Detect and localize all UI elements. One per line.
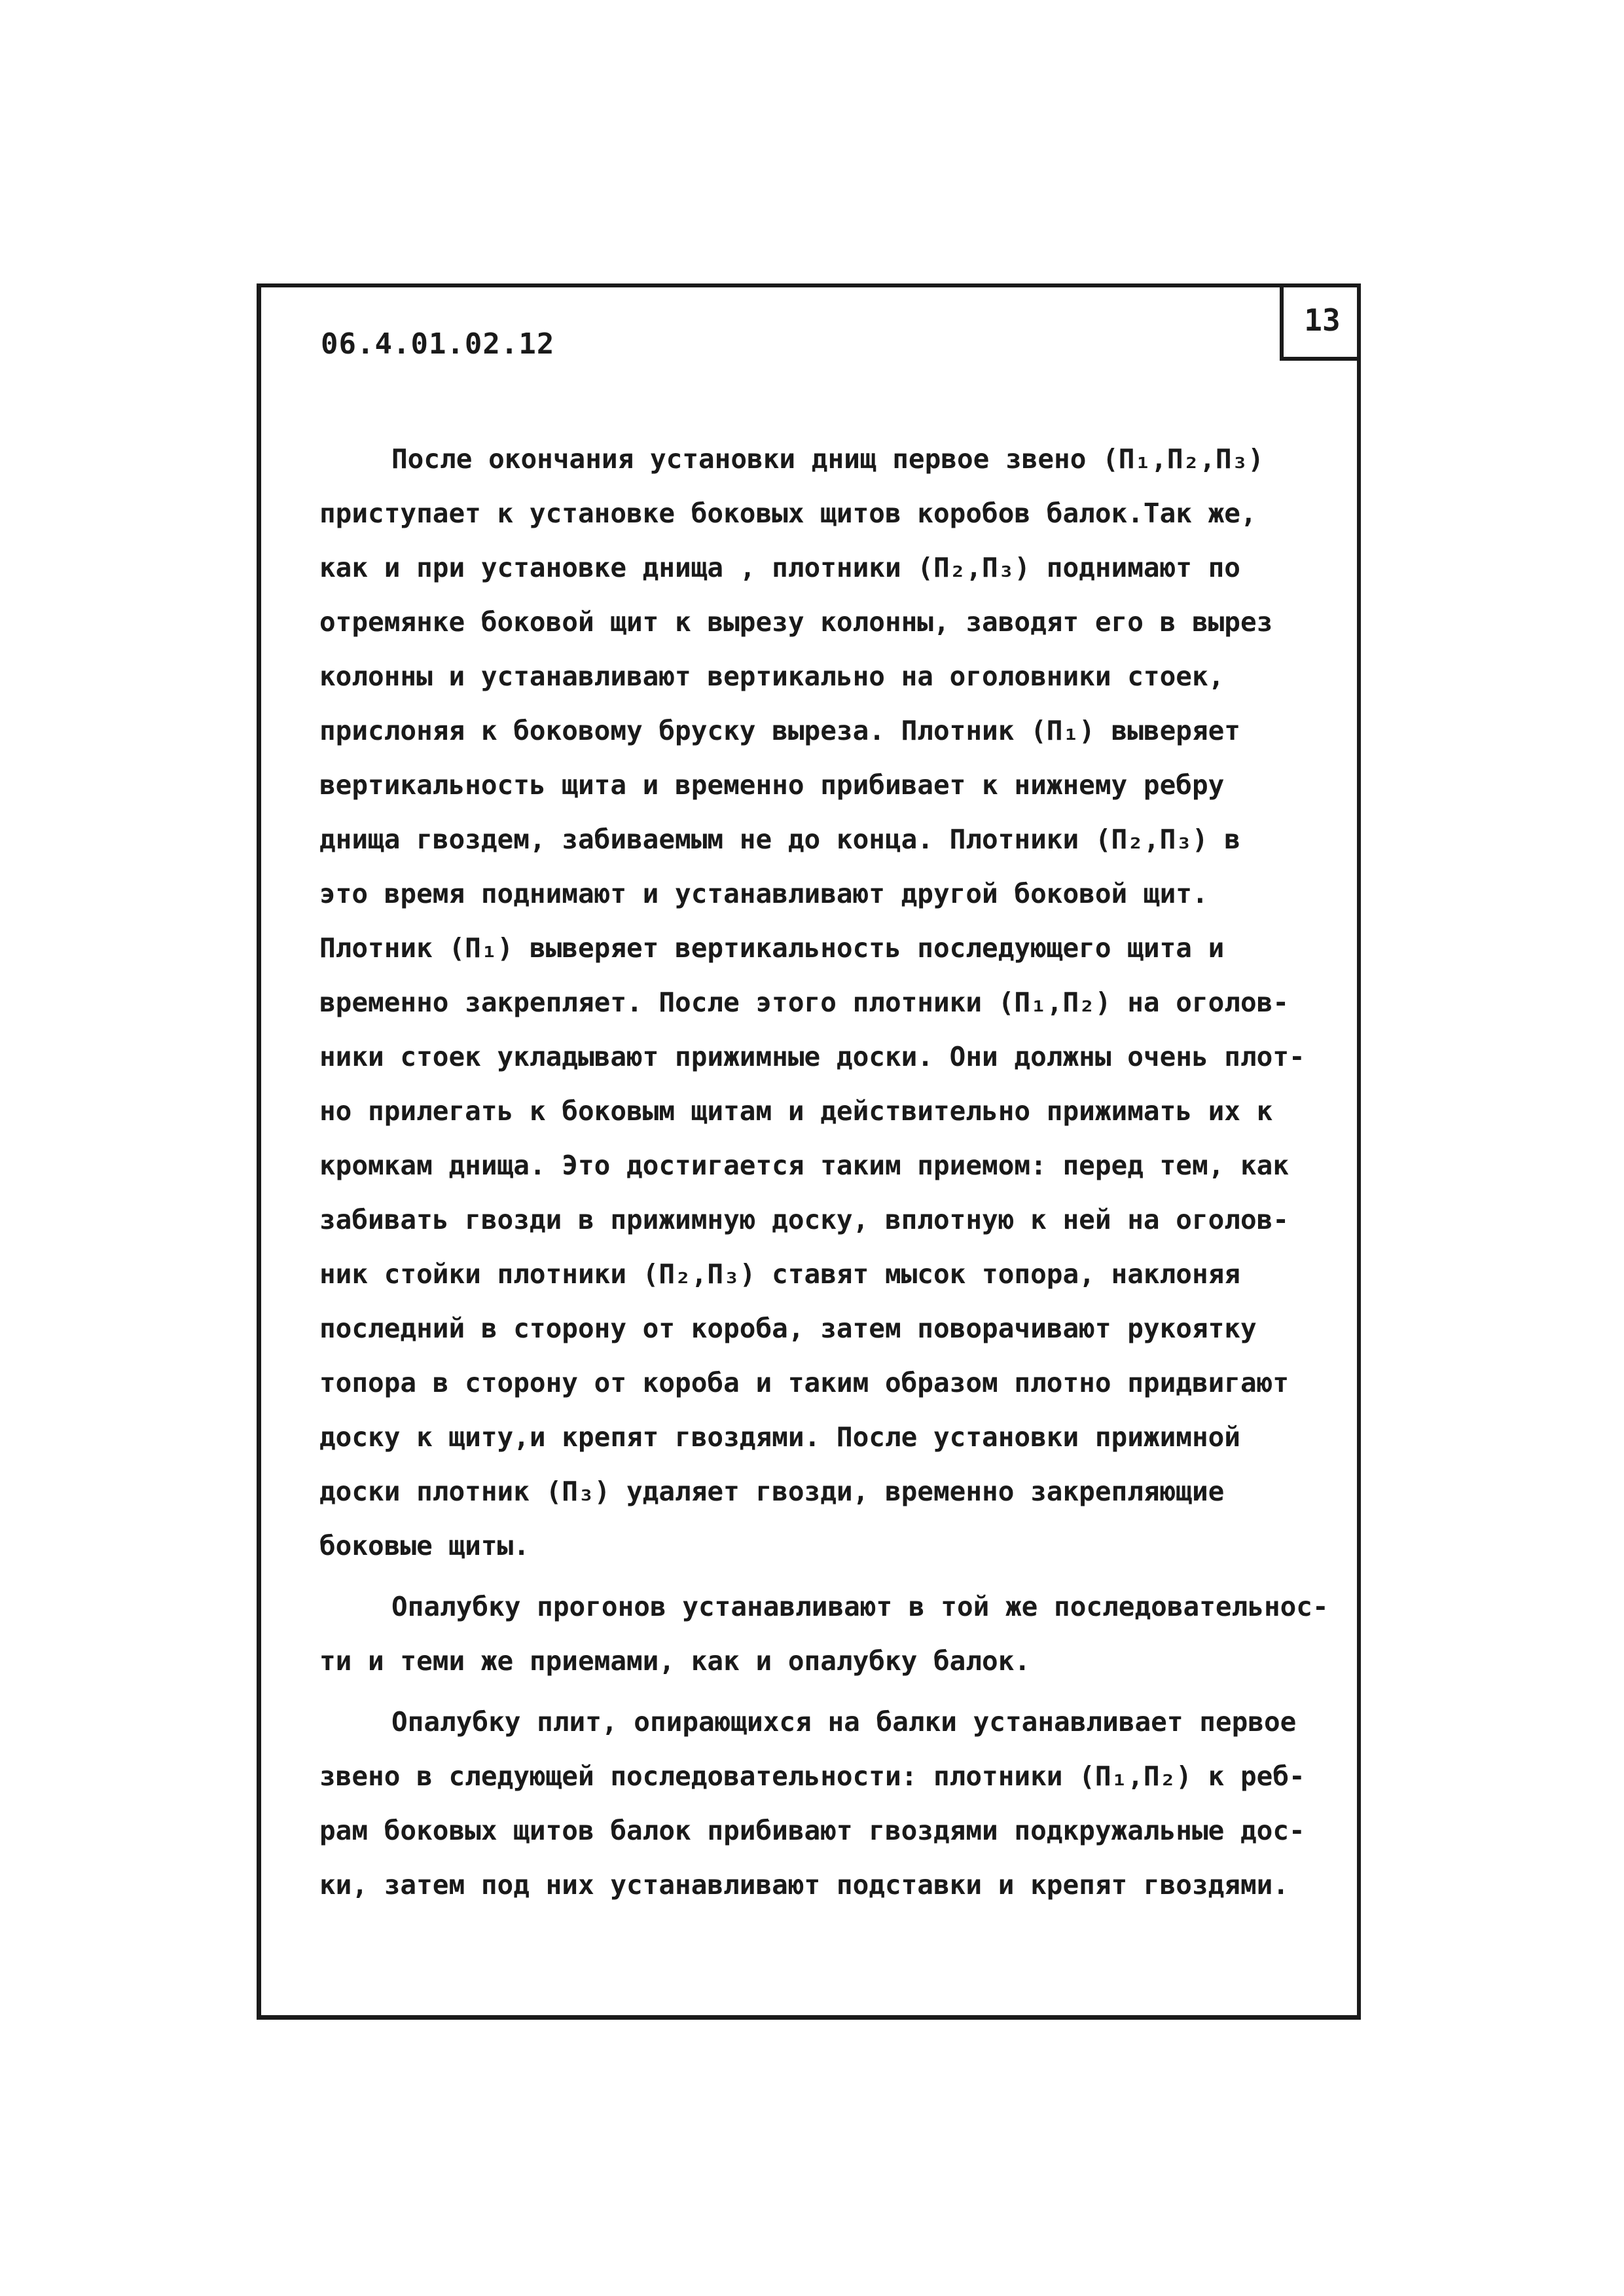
text-line: ник стойки плотники (П₂,П₃) ставят мысок топора, наклоняя <box>319 1258 1240 1290</box>
paragraph <box>319 1695 1341 1912</box>
text-line: колонны и устанавливают вертикально на оголовники стоек, <box>319 661 1225 692</box>
text-line: днища гвоздем, забиваемым не до конца. Плотники (П₂,П₃) в <box>319 824 1240 855</box>
paragraph <box>319 1580 1341 1688</box>
text-line: боковые щиты. <box>319 1530 530 1561</box>
text-line: это время поднимают и устанавливают другой боковой щит. <box>319 878 1208 909</box>
text-line: звено в следующей последовательности: плотники (П₁,П₂) к реб- <box>319 1760 1305 1792</box>
page-number: 13 <box>1280 283 1361 361</box>
paragraph-gap <box>319 1573 1341 1580</box>
text-line: как и при установке днища , плотники (П₂,П₃) поднимают по <box>319 552 1240 583</box>
text-line: ти и теми же приемами, как и опалубку балок. <box>319 1645 1031 1677</box>
paragraph <box>319 432 1341 1573</box>
text-line: прислоняя к боковому бруску выреза. Плотник (П₁) выверяет <box>319 715 1240 746</box>
text-line: кромкам днища. Это достигается таким приемом: перед тем, как <box>319 1150 1290 1181</box>
text-line: ники стоек укладывают прижимные доски. Они должны очень плот- <box>319 1041 1305 1072</box>
text-line: последний в сторону от короба, затем поворачивают рукоятку <box>319 1313 1257 1344</box>
text-line: но прилегать к боковым щитам и действительно прижимать их к <box>319 1095 1273 1127</box>
document-code: 06.4.01.02.12 <box>321 327 555 361</box>
text-line: рам боковых щитов балок прибивают гвоздями подкружальные дос- <box>319 1815 1305 1846</box>
text-line: приступает к установке боковых щитов коробов балок.Так же, <box>319 498 1257 529</box>
text-line: Опалубку прогонов устанавливают в той же последовательнос- <box>391 1591 1329 1622</box>
paragraph-gap <box>319 1688 1341 1695</box>
text-line: вертикальность щита и временно прибивает к нижнему ребру <box>319 769 1225 801</box>
text-line: доску к щиту,и крепят гвоздями. После установки прижимной <box>319 1421 1240 1453</box>
text-line: ки, затем под них устанавливают подставки и крепят гвоздями. <box>319 1869 1290 1901</box>
text-line: Опалубку плит, опирающихся на балки устанавливает первое <box>391 1706 1297 1738</box>
text-line: отремянке боковой щит к вырезу колонны, заводят его в вырез <box>319 606 1273 638</box>
body-text <box>319 432 1341 1912</box>
text-line: Плотник (П₁) выверяет вертикальность последующего щита и <box>319 932 1225 964</box>
text-line: доски плотник (П₃) удаляет гвозди, временно закрепляющие <box>319 1476 1225 1507</box>
text-line: временно закрепляет. После этого плотники (П₁,П₂) на оголов- <box>319 987 1290 1018</box>
text-line: После окончания установки днищ первое звено (П₁,П₂,П₃) <box>391 443 1264 475</box>
text-line: топора в сторону от короба и таким образом плотно придвигают <box>319 1367 1290 1398</box>
text-line: забивать гвозди в прижимную доску, вплотную к ней на оголов- <box>319 1204 1290 1235</box>
